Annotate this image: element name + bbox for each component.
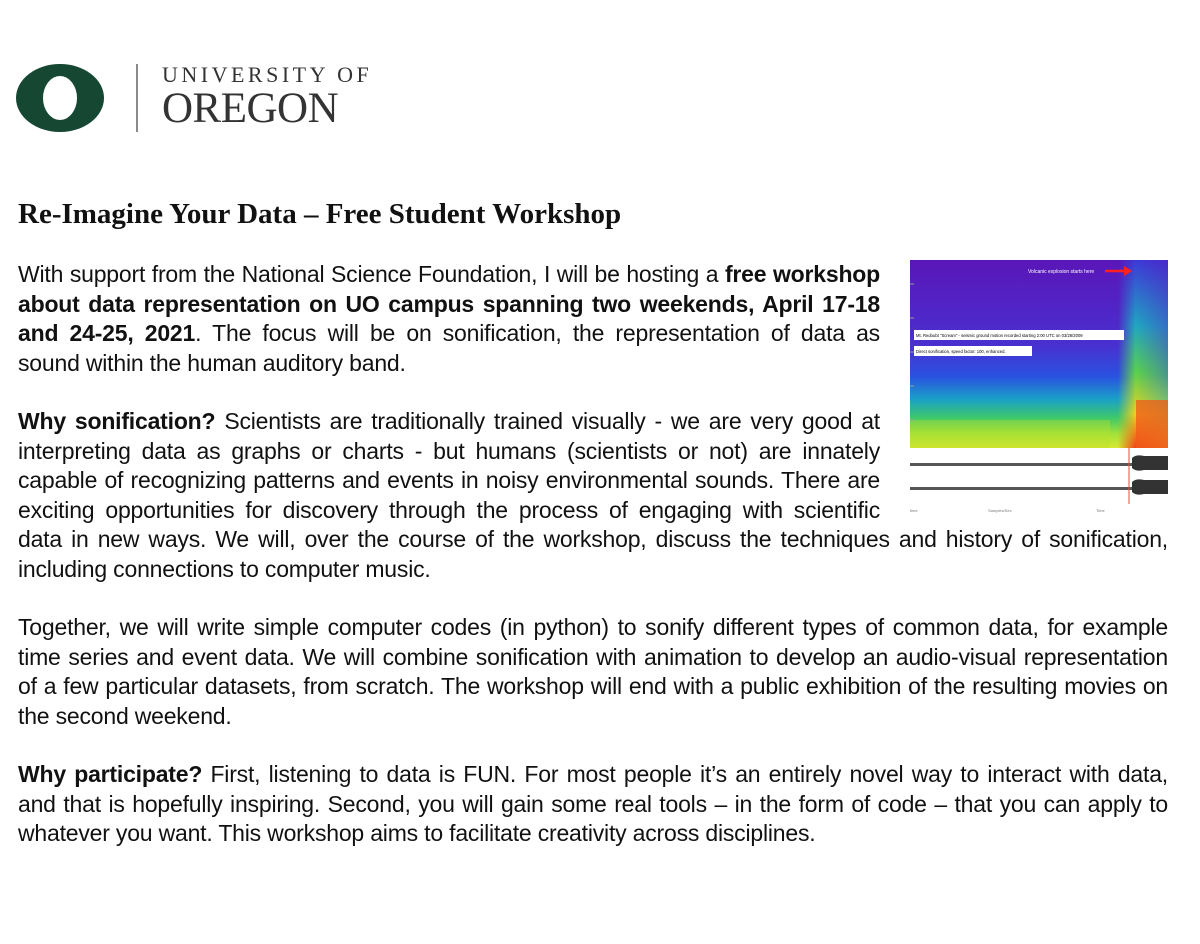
why-participate-paragraph bbox=[18, 760, 1168, 849]
figure-label-2: Direct sonification, speed factor: 100, enhanced. bbox=[916, 349, 1006, 354]
logo-wordmark bbox=[162, 62, 372, 130]
uo-o-logo-icon bbox=[14, 62, 106, 134]
document-body bbox=[18, 260, 1168, 878]
spectrogram-figure bbox=[900, 260, 1168, 514]
why-sonification-heading: Why sonification? bbox=[18, 408, 216, 434]
intro-bold-dates: free workshop about data representation on UO campus spanning two weekends, April 17-18 and 24-25, 2021 bbox=[18, 261, 880, 346]
logo-line-university: UNIVERSITY OF bbox=[162, 62, 373, 87]
page-title: Re-Imagine Your Data – Free Student Workshop bbox=[18, 198, 622, 230]
logo-divider bbox=[136, 64, 138, 132]
figure-axis-right: Time bbox=[1096, 508, 1105, 513]
spectrogram-image bbox=[900, 260, 1168, 514]
intro-text-2: . The focus will be on sonification, the representation of data as sound within the human auditory band. bbox=[18, 320, 880, 376]
figure-axis-mid: Samples/Sec bbox=[988, 508, 1012, 513]
figure-annotation-top: Volcanic explosion starts here bbox=[1028, 269, 1095, 275]
together-paragraph bbox=[18, 613, 1168, 731]
why-participate-heading: Why participate? bbox=[18, 761, 203, 787]
intro-text-1: With support from the National Science Foundation, I will be hosting a bbox=[18, 261, 725, 287]
why-sonification-body: Scientists are traditionally trained visually - we are very good at interpreting data as graphs or charts - but humans (scientists or not) are innately capable of recognizing patterns and events in noisy environmental sounds. There are exciting opportunities for discovery through the process of engaging with scientific data in new ways. We will, over the course of the workshop, discuss the techniques and history of sonification, including connections to computer music. bbox=[18, 408, 1168, 582]
why-participate-body: First, listening to data is FUN. For most people it’s an entirely novel way to interact with data, and that is hopefully inspiring. Second, you will gain some real tools – in the form of code – that you can apply to whatever you want. This workshop aims to facilitate creativity across disciplines. bbox=[18, 761, 1168, 846]
logo-line-oregon: OREGON bbox=[162, 85, 339, 132]
together-body: Together, we will write simple computer codes (in python) to sonify different types of common data, for example time series and event data. We will combine sonification with animation to develop an audio-visual representation of a few particular datasets, from scratch. The workshop will end with a public exhibition of the resulting movies on the second weekend. bbox=[18, 614, 1168, 729]
figure-label-1: Mt. Redoubt "Scream" - seismic ground motion recorded starting 2:00 UTC on 03/28/2009 bbox=[916, 333, 1083, 338]
figure-axis-left: time bbox=[910, 508, 918, 513]
